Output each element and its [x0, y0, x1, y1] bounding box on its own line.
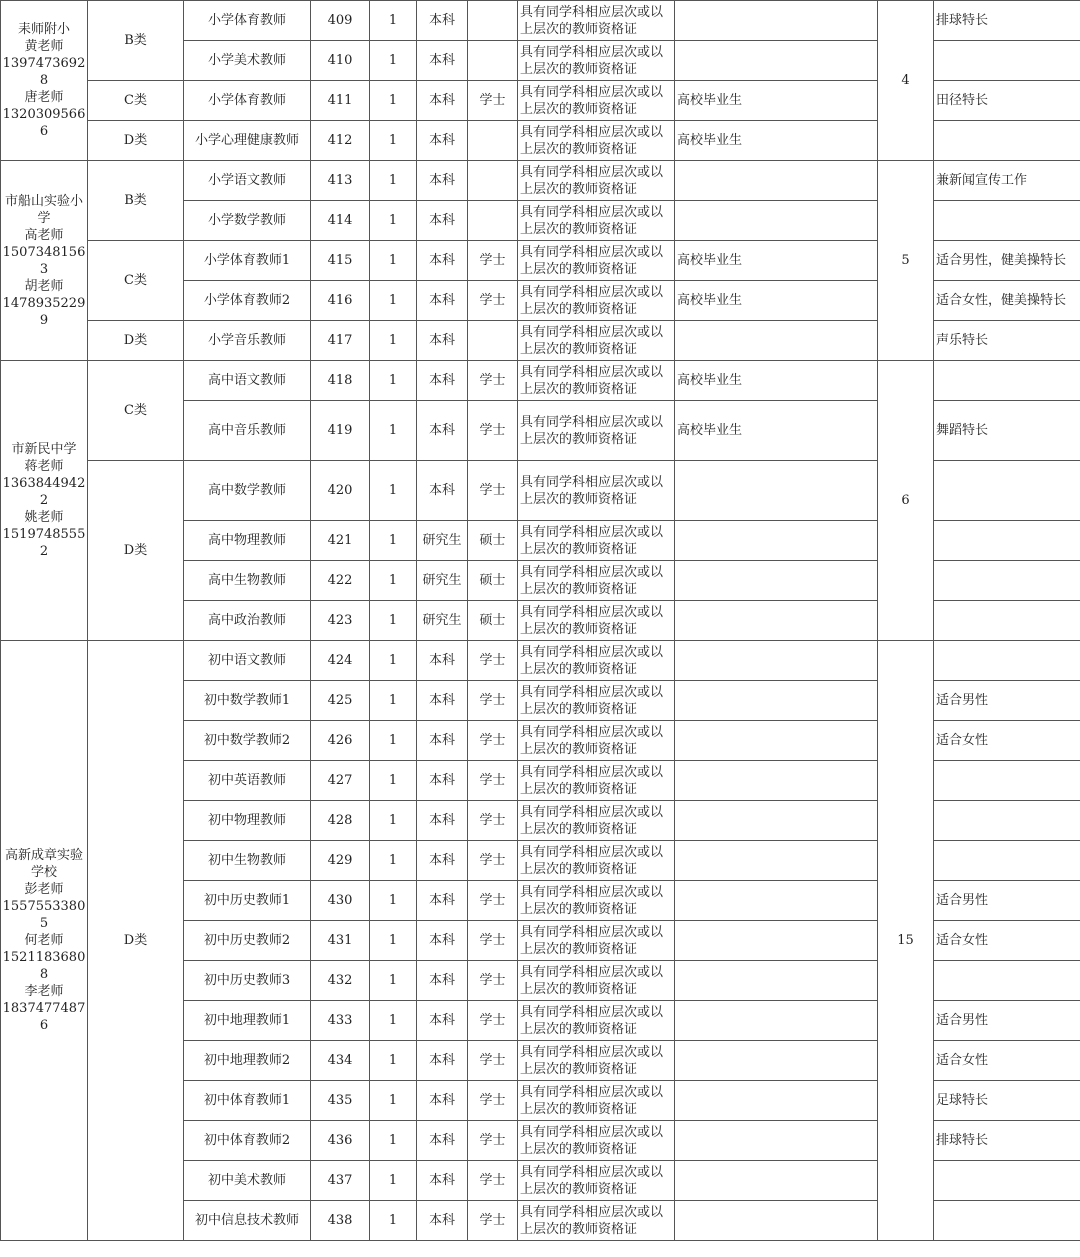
- education-cell: 本科: [417, 1201, 468, 1241]
- degree-cell: 学士: [468, 641, 518, 681]
- qualification-cell: 具有同学科相应层次或以上层次的教师资格证: [518, 1081, 675, 1121]
- education-cell: 本科: [417, 961, 468, 1001]
- degree-cell: 学士: [468, 401, 518, 461]
- remark-cell: 适合男性，健美操特长: [934, 241, 1080, 281]
- post-code-cell: 437: [311, 1161, 370, 1201]
- degree-cell: 学士: [468, 681, 518, 721]
- other-requirement-cell: [675, 881, 878, 921]
- school-contact-line: 15197485552: [2, 527, 86, 559]
- post-code-cell: 418: [311, 361, 370, 401]
- remark-cell: 适合女性: [934, 921, 1080, 961]
- education-cell: 本科: [417, 1081, 468, 1121]
- headcount-cell: 1: [370, 1001, 417, 1041]
- education-cell: 本科: [417, 121, 468, 161]
- qualification-cell: 具有同学科相应层次或以上层次的教师资格证: [518, 761, 675, 801]
- education-cell: 本科: [417, 241, 468, 281]
- headcount-cell: 1: [370, 461, 417, 521]
- table-body: [1, 1, 1080, 1241]
- post-code-cell: 432: [311, 961, 370, 1001]
- post-name-cell: 小学心理健康教师: [184, 121, 311, 161]
- post-name-cell: 初中地理教师1: [184, 1001, 311, 1041]
- degree-cell: [468, 121, 518, 161]
- degree-cell: 学士: [468, 1121, 518, 1161]
- school-contact-line: 黄老师: [24, 39, 64, 54]
- post-code-cell: 423: [311, 601, 370, 641]
- education-cell: 本科: [417, 361, 468, 401]
- qualification-cell: 具有同学科相应层次或以上层次的教师资格证: [518, 1041, 675, 1081]
- headcount-cell: 1: [370, 81, 417, 121]
- post-name-cell: 小学体育教师1: [184, 241, 311, 281]
- post-name-cell: 初中数学教师1: [184, 681, 311, 721]
- other-requirement-cell: [675, 921, 878, 961]
- table-row: [1, 641, 1080, 681]
- remark-cell: [934, 121, 1080, 161]
- other-requirement-cell: [675, 641, 878, 681]
- qualification-cell: 具有同学科相应层次或以上层次的教师资格证: [518, 41, 675, 81]
- post-code-cell: 425: [311, 681, 370, 721]
- post-name-cell: 初中生物教师: [184, 841, 311, 881]
- school-contact-cell: [1, 1, 88, 161]
- remark-cell: 排球特长: [934, 1121, 1080, 1161]
- other-requirement-cell: [675, 601, 878, 641]
- education-cell: 本科: [417, 81, 468, 121]
- category-cell: D类: [88, 121, 184, 161]
- education-cell: 本科: [417, 881, 468, 921]
- degree-cell: 硕士: [468, 521, 518, 561]
- headcount-cell: 1: [370, 881, 417, 921]
- headcount-cell: 1: [370, 321, 417, 361]
- degree-cell: 学士: [468, 881, 518, 921]
- headcount-cell: 1: [370, 401, 417, 461]
- remark-cell: 排球特长: [934, 1, 1080, 41]
- remark-cell: [934, 1161, 1080, 1201]
- degree-cell: 学士: [468, 801, 518, 841]
- degree-cell: 学士: [468, 1201, 518, 1241]
- category-cell: C类: [88, 361, 184, 461]
- remark-cell: 适合女性: [934, 1041, 1080, 1081]
- post-name-cell: 初中物理教师: [184, 801, 311, 841]
- headcount-cell: 1: [370, 841, 417, 881]
- other-requirement-cell: [675, 461, 878, 521]
- other-requirement-cell: [675, 521, 878, 561]
- other-requirement-cell: [675, 1001, 878, 1041]
- remark-cell: 兼新闻宣传工作: [934, 161, 1080, 201]
- school-contact-line: 高老师: [24, 227, 64, 243]
- degree-cell: [468, 1, 518, 41]
- education-cell: 本科: [417, 401, 468, 461]
- education-cell: 本科: [417, 681, 468, 721]
- school-contact-line: 蒋老师: [24, 459, 64, 474]
- post-name-cell: 初中地理教师2: [184, 1041, 311, 1081]
- post-code-cell: 409: [311, 1, 370, 41]
- post-code-cell: 411: [311, 81, 370, 121]
- post-name-cell: 小学体育教师: [184, 1, 311, 41]
- other-requirement-cell: 高校毕业生: [675, 121, 878, 161]
- degree-cell: 学士: [468, 1041, 518, 1081]
- education-cell: 本科: [417, 801, 468, 841]
- education-cell: 本科: [417, 201, 468, 241]
- category-cell: D类: [88, 641, 184, 1241]
- post-code-cell: 414: [311, 201, 370, 241]
- education-cell: 本科: [417, 841, 468, 881]
- remark-cell: 田径特长: [934, 81, 1080, 121]
- qualification-cell: 具有同学科相应层次或以上层次的教师资格证: [518, 961, 675, 1001]
- remark-cell: [934, 601, 1080, 641]
- qualification-cell: 具有同学科相应层次或以上层次的教师资格证: [518, 461, 675, 521]
- headcount-cell: 1: [370, 721, 417, 761]
- qualification-cell: 具有同学科相应层次或以上层次的教师资格证: [518, 1201, 675, 1241]
- headcount-cell: 1: [370, 1041, 417, 1081]
- remark-cell: [934, 761, 1080, 801]
- post-name-cell: 初中历史教师2: [184, 921, 311, 961]
- qualification-cell: 具有同学科相应层次或以上层次的教师资格证: [518, 81, 675, 121]
- degree-cell: 学士: [468, 1001, 518, 1041]
- remark-cell: [934, 1201, 1080, 1241]
- other-requirement-cell: [675, 561, 878, 601]
- education-cell: 本科: [417, 321, 468, 361]
- degree-cell: 硕士: [468, 561, 518, 601]
- other-requirement-cell: [675, 1121, 878, 1161]
- education-cell: 本科: [417, 921, 468, 961]
- headcount-cell: 1: [370, 241, 417, 281]
- post-name-cell: 初中语文教师: [184, 641, 311, 681]
- group-count-cell: 5: [878, 161, 934, 361]
- school-contact-line: 彭老师: [24, 882, 64, 897]
- post-code-cell: 424: [311, 641, 370, 681]
- table-row: [1, 361, 1080, 401]
- education-cell: 本科: [417, 1161, 468, 1201]
- other-requirement-cell: [675, 41, 878, 81]
- school-contact-line: 胡老师: [24, 278, 64, 294]
- category-cell: D类: [88, 461, 184, 641]
- school-contact-line: 何老师: [24, 933, 64, 948]
- remark-cell: [934, 561, 1080, 601]
- headcount-cell: 1: [370, 1081, 417, 1121]
- post-code-cell: 433: [311, 1001, 370, 1041]
- other-requirement-cell: [675, 961, 878, 1001]
- post-name-cell: 小学体育教师2: [184, 281, 311, 321]
- degree-cell: 学士: [468, 921, 518, 961]
- post-code-cell: 426: [311, 721, 370, 761]
- qualification-cell: 具有同学科相应层次或以上层次的教师资格证: [518, 921, 675, 961]
- group-count-cell: 4: [878, 1, 934, 161]
- post-name-cell: 初中信息技术教师: [184, 1201, 311, 1241]
- degree-cell: [468, 41, 518, 81]
- post-code-cell: 421: [311, 521, 370, 561]
- qualification-cell: 具有同学科相应层次或以上层次的教师资格证: [518, 321, 675, 361]
- post-name-cell: 小学音乐教师: [184, 321, 311, 361]
- qualification-cell: 具有同学科相应层次或以上层次的教师资格证: [518, 1161, 675, 1201]
- post-code-cell: 436: [311, 1121, 370, 1161]
- qualification-cell: 具有同学科相应层次或以上层次的教师资格证: [518, 401, 675, 461]
- education-cell: 研究生: [417, 521, 468, 561]
- education-cell: 本科: [417, 641, 468, 681]
- remark-cell: 适合男性: [934, 881, 1080, 921]
- other-requirement-cell: 高校毕业生: [675, 81, 878, 121]
- headcount-cell: 1: [370, 41, 417, 81]
- education-cell: 研究生: [417, 601, 468, 641]
- headcount-cell: 1: [370, 681, 417, 721]
- post-name-cell: 高中数学教师: [184, 461, 311, 521]
- remark-cell: 适合女性: [934, 721, 1080, 761]
- degree-cell: 学士: [468, 841, 518, 881]
- post-name-cell: 小学数学教师: [184, 201, 311, 241]
- post-name-cell: 初中数学教师2: [184, 721, 311, 761]
- remark-cell: [934, 961, 1080, 1001]
- post-code-cell: 428: [311, 801, 370, 841]
- headcount-cell: 1: [370, 1121, 417, 1161]
- post-name-cell: 高中音乐教师: [184, 401, 311, 461]
- table-row: [1, 1, 1080, 41]
- post-name-cell: 初中历史教师1: [184, 881, 311, 921]
- education-cell: 本科: [417, 1001, 468, 1041]
- qualification-cell: 具有同学科相应层次或以上层次的教师资格证: [518, 241, 675, 281]
- remark-cell: [934, 41, 1080, 81]
- headcount-cell: 1: [370, 1201, 417, 1241]
- qualification-cell: 具有同学科相应层次或以上层次的教师资格证: [518, 801, 675, 841]
- other-requirement-cell: [675, 201, 878, 241]
- post-name-cell: 高中政治教师: [184, 601, 311, 641]
- post-name-cell: 小学语文教师: [184, 161, 311, 201]
- headcount-cell: 1: [370, 961, 417, 1001]
- education-cell: 本科: [417, 161, 468, 201]
- other-requirement-cell: [675, 721, 878, 761]
- post-code-cell: 415: [311, 241, 370, 281]
- category-cell: B类: [88, 1, 184, 81]
- post-code-cell: 413: [311, 161, 370, 201]
- other-requirement-cell: [675, 1201, 878, 1241]
- post-name-cell: 初中体育教师2: [184, 1121, 311, 1161]
- remark-cell: 适合男性: [934, 1001, 1080, 1041]
- degree-cell: 学士: [468, 361, 518, 401]
- post-name-cell: 小学美术教师: [184, 41, 311, 81]
- school-contact-line: 13974736928: [2, 56, 86, 88]
- post-name-cell: 初中历史教师3: [184, 961, 311, 1001]
- degree-cell: 学士: [468, 461, 518, 521]
- education-cell: 本科: [417, 1041, 468, 1081]
- school-contact-line: 15575533805: [2, 899, 86, 931]
- school-contact-line: 13638449422: [2, 476, 86, 508]
- education-cell: 本科: [417, 461, 468, 521]
- category-cell: D类: [88, 321, 184, 361]
- remark-cell: [934, 641, 1080, 681]
- school-contact-line: 耒师附小: [17, 22, 70, 37]
- headcount-cell: 1: [370, 921, 417, 961]
- other-requirement-cell: 高校毕业生: [675, 361, 878, 401]
- degree-cell: 学士: [468, 241, 518, 281]
- education-cell: 本科: [417, 761, 468, 801]
- headcount-cell: 1: [370, 801, 417, 841]
- degree-cell: [468, 161, 518, 201]
- degree-cell: 学士: [468, 721, 518, 761]
- post-code-cell: 416: [311, 281, 370, 321]
- education-cell: 研究生: [417, 561, 468, 601]
- headcount-cell: 1: [370, 521, 417, 561]
- other-requirement-cell: [675, 1, 878, 41]
- school-contact-line: 李老师: [24, 984, 64, 999]
- post-code-cell: 422: [311, 561, 370, 601]
- headcount-cell: 1: [370, 361, 417, 401]
- other-requirement-cell: [675, 761, 878, 801]
- other-requirement-cell: [675, 1081, 878, 1121]
- headcount-cell: 1: [370, 281, 417, 321]
- qualification-cell: 具有同学科相应层次或以上层次的教师资格证: [518, 881, 675, 921]
- headcount-cell: 1: [370, 561, 417, 601]
- other-requirement-cell: [675, 321, 878, 361]
- post-code-cell: 429: [311, 841, 370, 881]
- headcount-cell: 1: [370, 121, 417, 161]
- other-requirement-cell: [675, 1161, 878, 1201]
- headcount-cell: 1: [370, 1, 417, 41]
- remark-cell: 声乐特长: [934, 321, 1080, 361]
- post-code-cell: 430: [311, 881, 370, 921]
- post-code-cell: 419: [311, 401, 370, 461]
- post-code-cell: 431: [311, 921, 370, 961]
- headcount-cell: 1: [370, 201, 417, 241]
- post-code-cell: 435: [311, 1081, 370, 1121]
- headcount-cell: 1: [370, 601, 417, 641]
- post-code-cell: 417: [311, 321, 370, 361]
- qualification-cell: 具有同学科相应层次或以上层次的教师资格证: [518, 121, 675, 161]
- remark-cell: 适合男性: [934, 681, 1080, 721]
- degree-cell: [468, 321, 518, 361]
- post-name-cell: 高中语文教师: [184, 361, 311, 401]
- remark-cell: 舞蹈特长: [934, 401, 1080, 461]
- qualification-cell: 具有同学科相应层次或以上层次的教师资格证: [518, 161, 675, 201]
- school-contact-line: 15211836808: [2, 950, 86, 982]
- school-contact-line: 14789352299: [2, 295, 86, 328]
- other-requirement-cell: [675, 681, 878, 721]
- education-cell: 本科: [417, 721, 468, 761]
- qualification-cell: 具有同学科相应层次或以上层次的教师资格证: [518, 721, 675, 761]
- school-contact-cell: [1, 361, 88, 641]
- remark-cell: [934, 361, 1080, 401]
- post-code-cell: 420: [311, 461, 370, 521]
- table-row: [1, 161, 1080, 201]
- headcount-cell: 1: [370, 641, 417, 681]
- post-code-cell: 410: [311, 41, 370, 81]
- school-contact-line: 唐老师: [24, 90, 64, 105]
- degree-cell: 学士: [468, 281, 518, 321]
- remark-cell: 足球特长: [934, 1081, 1080, 1121]
- qualification-cell: 具有同学科相应层次或以上层次的教师资格证: [518, 1, 675, 41]
- other-requirement-cell: [675, 801, 878, 841]
- education-cell: 本科: [417, 1, 468, 41]
- category-cell: C类: [88, 241, 184, 321]
- school-contact-line: 15073481563: [2, 244, 86, 277]
- category-cell: B类: [88, 161, 184, 241]
- post-code-cell: 412: [311, 121, 370, 161]
- education-cell: 本科: [417, 41, 468, 81]
- other-requirement-cell: 高校毕业生: [675, 281, 878, 321]
- other-requirement-cell: [675, 1041, 878, 1081]
- remark-cell: [934, 841, 1080, 881]
- remark-cell: [934, 801, 1080, 841]
- degree-cell: 学士: [468, 961, 518, 1001]
- school-contact-line: 姚老师: [24, 510, 64, 525]
- qualification-cell: 具有同学科相应层次或以上层次的教师资格证: [518, 281, 675, 321]
- school-contact-line: 13203095666: [2, 107, 86, 139]
- other-requirement-cell: 高校毕业生: [675, 401, 878, 461]
- qualification-cell: 具有同学科相应层次或以上层次的教师资格证: [518, 1121, 675, 1161]
- other-requirement-cell: [675, 161, 878, 201]
- post-name-cell: 初中英语教师: [184, 761, 311, 801]
- post-code-cell: 438: [311, 1201, 370, 1241]
- degree-cell: 学士: [468, 1161, 518, 1201]
- qualification-cell: 具有同学科相应层次或以上层次的教师资格证: [518, 361, 675, 401]
- degree-cell: 学士: [468, 761, 518, 801]
- post-code-cell: 427: [311, 761, 370, 801]
- degree-cell: 硕士: [468, 601, 518, 641]
- post-name-cell: 初中体育教师1: [184, 1081, 311, 1121]
- remark-cell: [934, 201, 1080, 241]
- remark-cell: [934, 461, 1080, 521]
- post-name-cell: 高中物理教师: [184, 521, 311, 561]
- remark-cell: 适合女性，健美操特长: [934, 281, 1080, 321]
- headcount-cell: 1: [370, 1161, 417, 1201]
- qualification-cell: 具有同学科相应层次或以上层次的教师资格证: [518, 641, 675, 681]
- qualification-cell: 具有同学科相应层次或以上层次的教师资格证: [518, 521, 675, 561]
- other-requirement-cell: 高校毕业生: [675, 241, 878, 281]
- education-cell: 本科: [417, 1121, 468, 1161]
- post-name-cell: 高中生物教师: [184, 561, 311, 601]
- remark-cell: [934, 521, 1080, 561]
- school-contact-cell: [1, 161, 88, 361]
- school-contact-line: 市新民中学: [11, 442, 77, 457]
- headcount-cell: 1: [370, 161, 417, 201]
- qualification-cell: 具有同学科相应层次或以上层次的教师资格证: [518, 1001, 675, 1041]
- school-contact-line: 市船山实验小学: [4, 193, 83, 226]
- school-contact-line: 高新成章实验学校: [4, 848, 83, 880]
- degree-cell: 学士: [468, 81, 518, 121]
- category-cell: C类: [88, 81, 184, 121]
- other-requirement-cell: [675, 841, 878, 881]
- qualification-cell: 具有同学科相应层次或以上层次的教师资格证: [518, 201, 675, 241]
- post-code-cell: 434: [311, 1041, 370, 1081]
- post-name-cell: 小学体育教师: [184, 81, 311, 121]
- qualification-cell: 具有同学科相应层次或以上层次的教师资格证: [518, 601, 675, 641]
- degree-cell: [468, 201, 518, 241]
- qualification-cell: 具有同学科相应层次或以上层次的教师资格证: [518, 681, 675, 721]
- school-contact-cell: [1, 641, 88, 1241]
- post-name-cell: 初中美术教师: [184, 1161, 311, 1201]
- education-cell: 本科: [417, 281, 468, 321]
- headcount-cell: 1: [370, 761, 417, 801]
- qualification-cell: 具有同学科相应层次或以上层次的教师资格证: [518, 841, 675, 881]
- qualification-cell: 具有同学科相应层次或以上层次的教师资格证: [518, 561, 675, 601]
- group-count-cell: 6: [878, 361, 934, 641]
- school-contact-line: 18374774876: [2, 1001, 86, 1033]
- degree-cell: 学士: [468, 1081, 518, 1121]
- group-count-cell: 15: [878, 641, 934, 1241]
